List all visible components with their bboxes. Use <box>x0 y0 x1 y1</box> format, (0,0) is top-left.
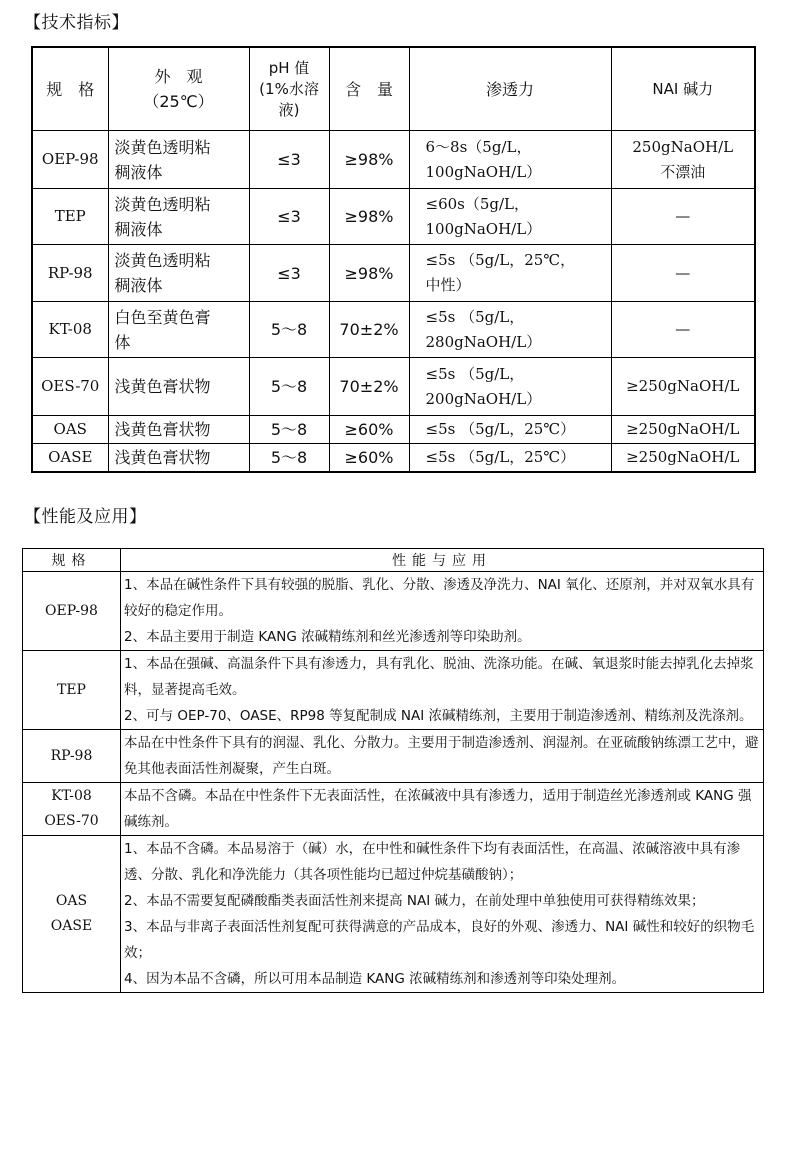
spec-code-cell <box>32 358 108 416</box>
app-paragraph: 1、本品在碱性条件下具有较强的脱脂、乳化、分散、渗透及净洗力、NAI 氧化、还原剂，并对双氧水具有较好的稳定作用。 <box>124 577 755 619</box>
header-nai: NAI 碱力 <box>611 47 755 131</box>
spec-ph-cell <box>249 302 329 358</box>
app-code-cell <box>23 572 121 651</box>
spec-content-cell-line: ≥98% <box>344 150 394 169</box>
app-code: OAS <box>55 893 88 909</box>
app-code-cell <box>23 783 121 836</box>
spec-nai-cell-line: ≥250gNaOH/L <box>626 420 740 438</box>
header-ph-line2: (1%水溶 <box>259 79 319 98</box>
spec-nai-cell <box>611 245 755 302</box>
header-appearance-line2: （25℃） <box>143 92 214 111</box>
spec-ph-cell-line: 5～8 <box>270 377 308 396</box>
header-spec: 规 格 <box>32 47 108 131</box>
spec-content-cell-line: 70±2% <box>339 377 399 396</box>
spec-appearance-cell-line: 稠液体 <box>114 162 163 182</box>
app-table-header-row <box>23 549 764 572</box>
spec-appearance-cell-line: 浅黄色膏状物 <box>114 447 211 467</box>
spec-ph-cell-line: 5～8 <box>270 420 308 439</box>
spec-content-cell <box>329 444 409 472</box>
spec-content-cell-line: ≥98% <box>344 263 394 283</box>
spec-code-cell-line: OES-70 <box>41 377 100 395</box>
app-header-spec: 规格 <box>23 549 121 572</box>
spec-code-cell-line: RP-98 <box>47 263 93 282</box>
header-penetration: 渗透力 <box>409 47 611 131</box>
spec-penetration-cell <box>409 416 611 444</box>
spec-appearance-cell-line: 淡黄色透明粘 <box>114 251 211 270</box>
app-desc-cell <box>121 651 764 730</box>
app-code: TEP <box>57 681 86 698</box>
app-desc-cell <box>121 783 764 836</box>
spec-row <box>32 131 755 189</box>
spec-row <box>32 444 755 472</box>
app-code-cell <box>23 651 121 730</box>
spec-penetration-cell <box>409 245 611 302</box>
spec-code-cell-line: OEP-98 <box>41 150 99 168</box>
spec-content-cell <box>329 416 409 444</box>
spec-penetration-cell-line: ≤60s（5g/L， <box>425 194 530 213</box>
spec-appearance-cell-line: 稠液体 <box>114 219 163 239</box>
app-desc-cell <box>121 730 764 783</box>
app-desc-cell <box>121 836 764 993</box>
spec-nai-cell-line: ≥250gNaOH/L <box>626 377 740 395</box>
spec-nai-cell <box>611 358 755 416</box>
app-row <box>23 651 764 730</box>
app-header-perf: 性能与应用 <box>121 549 764 572</box>
spec-nai-cell-line: 不漂油 <box>660 162 706 181</box>
spec-appearance-cell <box>108 131 249 189</box>
spec-ph-cell <box>249 189 329 245</box>
app-code: RP-98 <box>50 747 93 764</box>
spec-penetration-cell-line: 100gNaOH/L） <box>425 162 542 181</box>
spec-code-cell <box>32 189 108 245</box>
spec-code-cell <box>32 245 108 302</box>
spec-ph-cell-line: ≤3 <box>277 207 301 226</box>
spec-nai-cell <box>611 416 755 444</box>
header-ph-line3: 液) <box>278 100 300 119</box>
spec-appearance-cell-line: 稠液体 <box>114 276 163 295</box>
spec-penetration-cell <box>409 444 611 472</box>
header-appearance <box>108 47 249 131</box>
spec-code-cell-line: OAS <box>53 420 87 438</box>
spec-nai-cell-line: ≥250gNaOH/L <box>626 447 740 466</box>
spec-penetration-cell-line: 280gNaOH/L） <box>425 332 542 351</box>
spec-ph-cell-line: 5～8 <box>270 320 308 339</box>
spec-content-cell <box>329 358 409 416</box>
spec-appearance-cell-line: 淡黄色透明粘 <box>114 137 211 157</box>
app-paragraph: 本品在中性条件下具有的润湿、乳化、分散力。主要用于制造渗透剂、润湿剂。在亚硫酸钠练漂工艺中，避免其他表面活性剂凝聚，产生白斑。 <box>124 735 759 777</box>
spec-penetration-cell <box>409 358 611 416</box>
app-paragraph: 1、本品不含磷。本品易溶于（碱）水，在中性和碱性条件下均有表面活性，在高温、浓碱溶液中具有渗透、分散、乳化和净洗能力（其各项性能均已超过仲烷基磺酸钠）； <box>124 841 741 883</box>
spec-ph-cell <box>249 416 329 444</box>
spec-content-cell <box>329 245 409 302</box>
app-code: KT-08 <box>51 788 92 804</box>
app-code: OASE <box>50 918 93 934</box>
spec-content-cell <box>329 189 409 245</box>
spec-code-cell <box>32 444 108 472</box>
spec-penetration-cell-line: ≤5s （5g/L，25℃， <box>425 251 576 269</box>
spec-penetration-cell <box>409 131 611 189</box>
spec-row <box>32 189 755 245</box>
spec-row <box>32 416 755 444</box>
spec-row <box>32 302 755 358</box>
spec-appearance-cell <box>108 302 249 358</box>
spec-appearance-cell <box>108 444 249 472</box>
spec-content-cell <box>329 302 409 358</box>
spec-appearance-cell-line: 浅黄色膏状物 <box>114 420 211 439</box>
app-row <box>23 572 764 651</box>
spec-appearance-cell-line: 白色至黄色膏 <box>114 307 211 327</box>
spec-appearance-cell <box>108 416 249 444</box>
app-paragraph: 1、本品在强碱、高温条件下具有渗透力，具有乳化、脱油、洗涤功能。在碱、氧退浆时能去掉乳化去掉浆料，显著提高毛效。 <box>124 656 754 698</box>
application-table <box>22 548 764 993</box>
spec-penetration-cell-line: ≤5s （5g/L， <box>425 307 525 326</box>
spec-ph-cell-line: 5～8 <box>270 447 308 467</box>
spec-penetration-cell-line: 6～8s（5g/L， <box>425 137 532 156</box>
spec-code-cell <box>32 416 108 444</box>
spec-content-cell-line: ≥98% <box>344 207 394 226</box>
spec-penetration-cell-line: ≤5s （5g/L，25℃） <box>425 420 576 438</box>
app-code-cell <box>23 836 121 993</box>
spec-penetration-cell-line: 100gNaOH/L） <box>425 219 542 238</box>
apps-section-title: 【性能及应用】 <box>24 507 147 527</box>
header-content: 含 量 <box>329 47 409 131</box>
app-code-cell <box>23 730 121 783</box>
app-paragraph: 2、本品不需要复配磷酸酯类表面活性剂来提高 NAI 碱力，在前处理中单独使用可获得精练效果； <box>124 893 705 909</box>
app-code: OEP-98 <box>45 602 98 619</box>
spec-penetration-cell <box>409 302 611 358</box>
specs-section-title: 【技术指标】 <box>24 13 129 33</box>
spec-penetration-cell <box>409 189 611 245</box>
header-ph-line1: pH 值 <box>268 58 310 77</box>
spec-nai-cell-line: 250gNaOH/L <box>632 137 734 156</box>
header-ph <box>249 47 329 131</box>
spec-penetration-cell-line: 中性） <box>425 276 471 294</box>
spec-appearance-cell <box>108 189 249 245</box>
spec-nai-cell-line: — <box>675 207 691 225</box>
spec-code-cell-line: TEP <box>54 207 86 225</box>
spec-nai-cell-line: — <box>675 320 691 338</box>
spec-nai-cell <box>611 189 755 245</box>
spec-ph-cell-line: ≤3 <box>277 263 301 283</box>
spec-penetration-cell-line: 200gNaOH/L） <box>425 389 542 408</box>
spec-ph-cell <box>249 358 329 416</box>
spec-code-cell-line: KT-08 <box>48 320 92 338</box>
spec-content-cell-line: ≥60% <box>344 447 394 467</box>
app-row <box>23 730 764 783</box>
spec-code-cell <box>32 131 108 189</box>
spec-row <box>32 358 755 416</box>
app-paragraph: 本品不含磷。本品在中性条件下无表面活性，在浓碱液中具有渗透力，适用于制造丝光渗透剂或 KANG 强碱练剂。 <box>124 788 752 830</box>
spec-code-cell-line: OASE <box>48 447 93 466</box>
spec-appearance-cell-line: 体 <box>114 332 131 352</box>
spec-appearance-cell <box>108 358 249 416</box>
app-code: OES-70 <box>44 813 99 829</box>
app-row <box>23 836 764 993</box>
spec-ph-cell <box>249 245 329 302</box>
app-paragraph: 2、可与 OEP-70、OASE、RP98 等复配制成 NAI 浓碱精练剂，主要用于制造渗透剂、精练剂及洗涤剂。 <box>124 708 753 724</box>
spec-row <box>32 245 755 302</box>
spec-penetration-cell-line: ≤5s （5g/L，25℃） <box>425 447 576 466</box>
spec-nai-cell <box>611 131 755 189</box>
spec-table <box>31 46 756 473</box>
app-desc-cell <box>121 572 764 651</box>
spec-appearance-cell-line: 淡黄色透明粘 <box>114 194 211 214</box>
app-paragraph: 2、本品主要用于制造 KANG 浓碱精练剂和丝光渗透剂等印染助剂。 <box>124 629 531 645</box>
header-appearance-line1: 外 观 <box>154 67 203 86</box>
spec-ph-cell-line: ≤3 <box>277 150 301 169</box>
app-paragraph: 4、因为本品不含磷，所以可用本品制造 KANG 浓碱精练剂和渗透剂等印染处理剂。 <box>124 971 626 987</box>
app-paragraph: 3、本品与非离子表面活性剂复配可获得满意的产品成本，良好的外观、渗透力、NAI 碱性和较好的织物毛效； <box>124 919 755 961</box>
spec-ph-cell <box>249 444 329 472</box>
spec-content-cell-line: ≥60% <box>344 420 394 439</box>
spec-appearance-cell <box>108 245 249 302</box>
spec-nai-cell <box>611 302 755 358</box>
app-row <box>23 783 764 836</box>
spec-ph-cell <box>249 131 329 189</box>
spec-table-header-row <box>32 47 755 131</box>
spec-content-cell-line: 70±2% <box>339 320 399 339</box>
spec-code-cell <box>32 302 108 358</box>
spec-content-cell <box>329 131 409 189</box>
spec-appearance-cell-line: 浅黄色膏状物 <box>114 377 211 396</box>
spec-nai-cell <box>611 444 755 472</box>
spec-penetration-cell-line: ≤5s （5g/L， <box>425 364 525 383</box>
spec-nai-cell-line: — <box>675 263 691 282</box>
